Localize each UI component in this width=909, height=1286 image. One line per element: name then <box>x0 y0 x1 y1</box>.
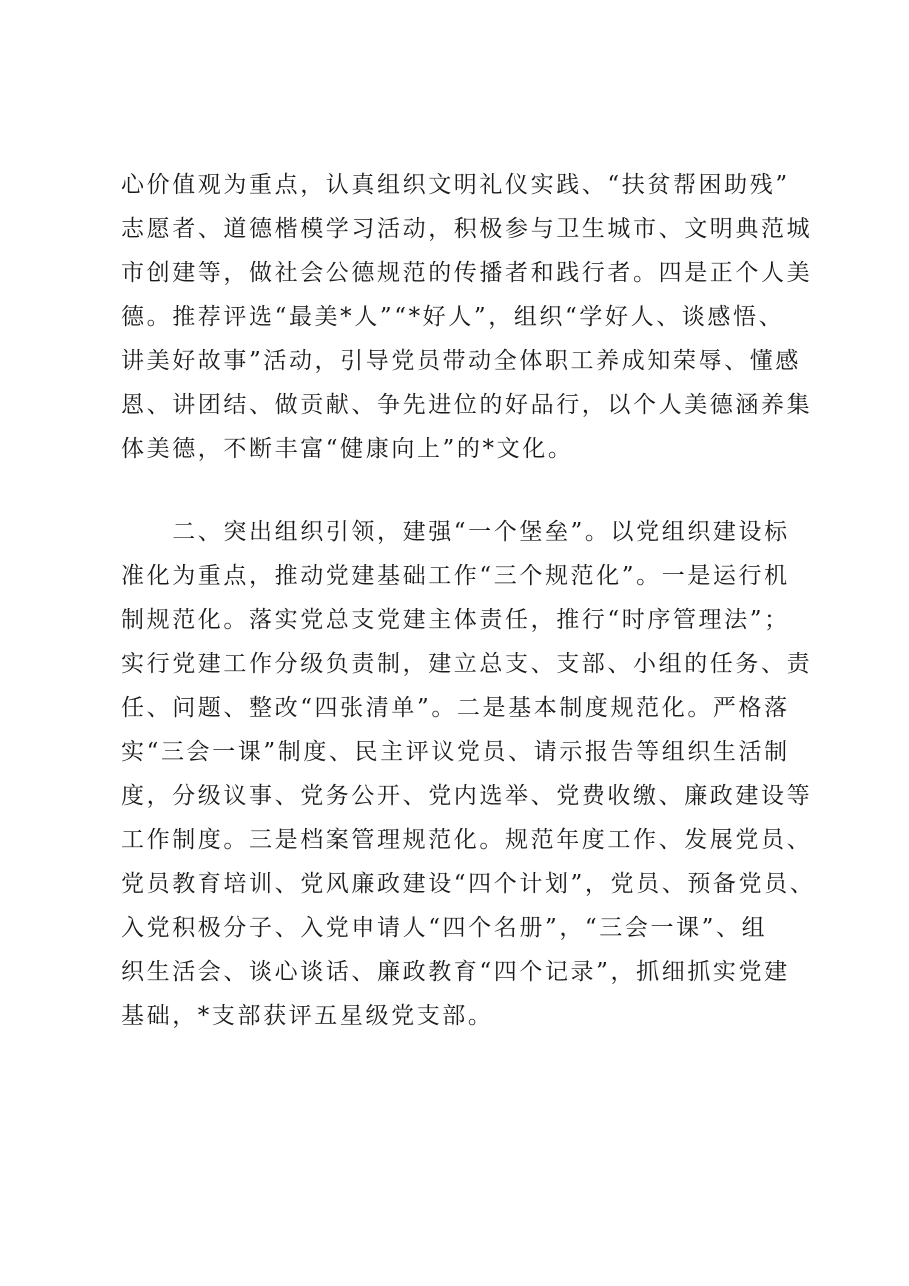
paragraph-line: 市创建等，做社会公德规范的传播者和践行者。四是正个人美 <box>121 260 813 286</box>
paragraph-line: 工作制度。三是档案管理规范化。规范年度工作、发展党员、 <box>121 827 813 853</box>
paragraph-line: 体美德，不断丰富“健康向上”的*文化。 <box>121 436 574 462</box>
paragraph-line: 制规范化。落实党总支党建主体责任，推行“时序管理法”； <box>121 607 790 633</box>
paragraph-line: 讲美好故事”活动，引导党员带动全体职工养成知荣辱、懂感 <box>121 348 801 374</box>
paragraph-line: 志愿者、道德楷模学习活动，积极参与卫生城市、文明典范城 <box>121 216 813 242</box>
paragraph-line: 织生活会、谈心谈话、廉政教育“四个记录”，抓细抓实党建 <box>121 959 790 985</box>
paragraph-line: 德。推荐评选“最美*人”“*好人”，组织“学好人、谈感悟、 <box>121 304 785 330</box>
paragraph-2 <box>121 510 815 1082</box>
paragraph-1 <box>121 163 815 471</box>
paragraph-line: 入党积极分子、入党申请人“四个名册”，“三会一课”、组 <box>121 915 768 941</box>
paragraph-line: 党员教育培训、党风廉政建设“四个计划”，党员、预备党员、 <box>121 871 816 897</box>
paragraph-line: 度，分级议事、党务公开、党内选举、党费收缴、廉政建设等 <box>121 783 813 809</box>
paragraph-line: 基础，*支部获评五星级党支部。 <box>121 1003 494 1029</box>
paragraph-line: 心价值观为重点，认真组织文明礼仪实践、“扶贫帮困助残” <box>121 172 790 198</box>
paragraph-line: 实行党建工作分级负责制，建立总支、支部、小组的任务、责 <box>121 651 813 677</box>
paragraph-line: 恩、讲团结、做贡献、争先进位的好品行，以个人美德涵养集 <box>121 392 813 418</box>
paragraph-line: 任、问题、整改“四张清单”。二是基本制度规范化。严格落 <box>121 695 790 721</box>
paragraph-line: 实“三会一课”制度、民主评议党员、请示报告等组织生活制 <box>121 739 790 765</box>
paragraph-line: 准化为重点，推动党建基础工作“三个规范化”。一是运行机 <box>121 563 790 589</box>
paragraph-line <box>121 1038 815 1082</box>
paragraph-line: 二、突出组织引领，建强“一个堡垒”。以党组织建设标 <box>121 519 790 545</box>
